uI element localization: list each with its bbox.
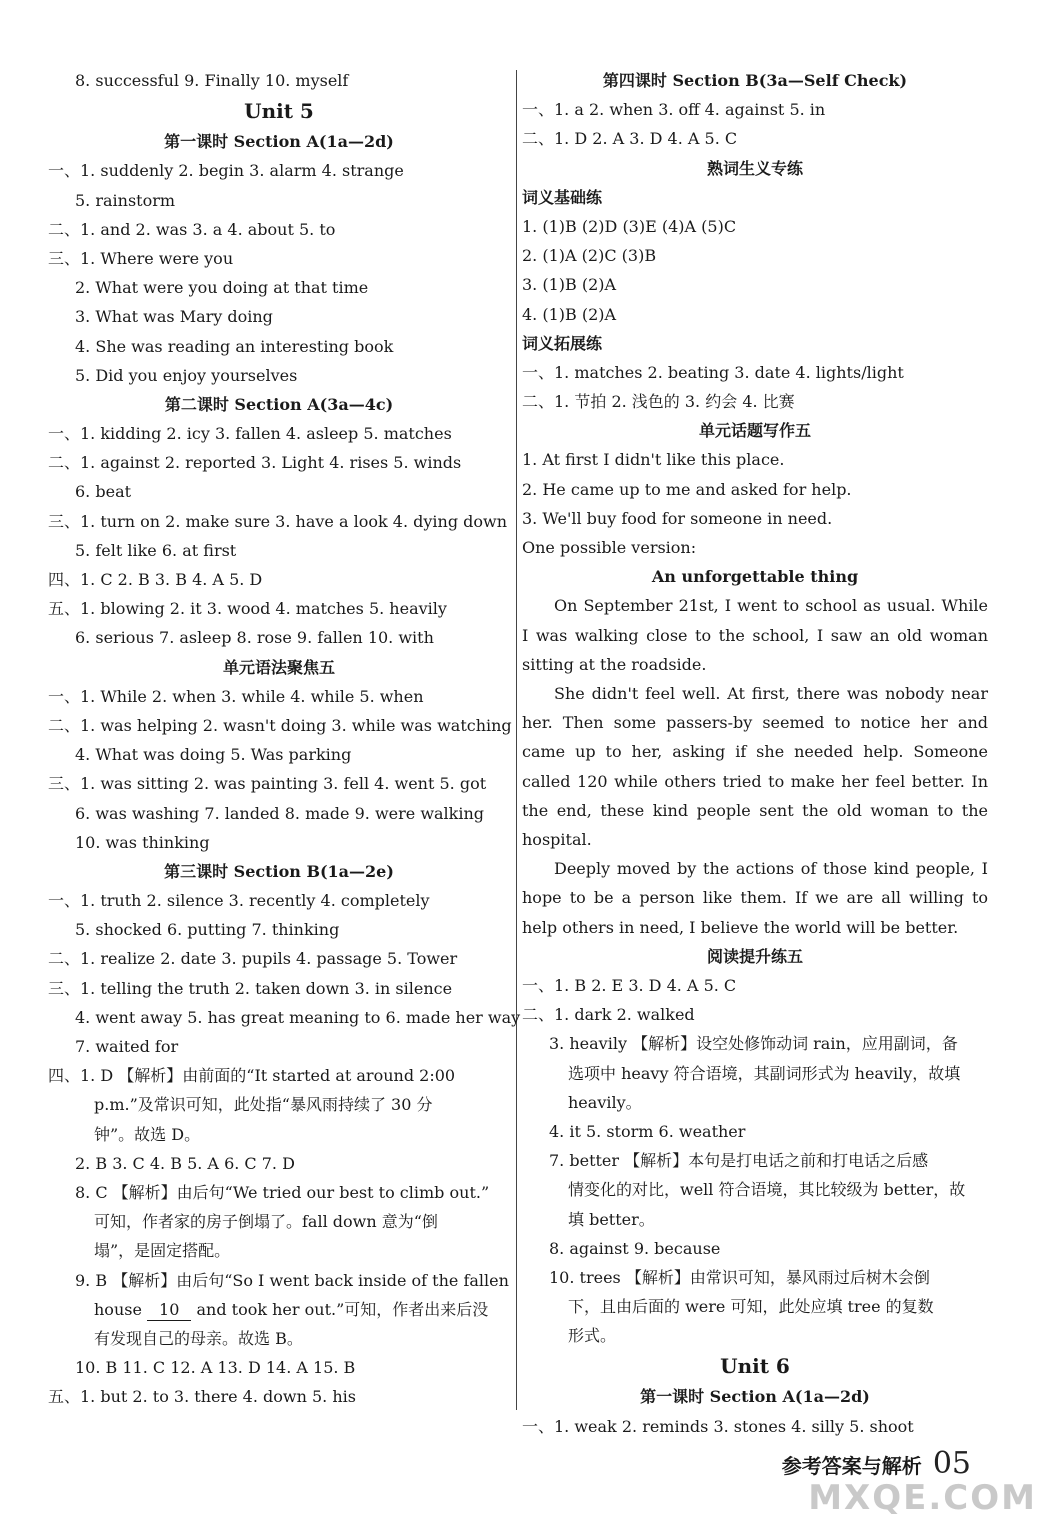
answer-line: 5. shocked 6. putting 7. thinking xyxy=(75,920,340,940)
answer-line: 2. B 3. C 4. B 5. A 6. C 7. D xyxy=(75,1153,295,1173)
answer-line: 一、1. truth 2. silence 3. recently 4. completely xyxy=(48,891,430,911)
answer-line: 8. successful 9. Finally 10. myself xyxy=(75,71,349,90)
section-heading: 第三课时 Section B(1a—2e) xyxy=(164,861,394,881)
page-footer xyxy=(782,1446,971,1482)
answer-line: 一、1. a 2. when 3. off 4. against 5. in xyxy=(522,100,826,120)
answer-line: 3. heavily 【解析】设空处修饰动词 rain，应用副词，备 xyxy=(549,1034,958,1054)
answer-line: 6. was washing 7. landed 8. made 9. were walking xyxy=(75,803,485,823)
answer-line: 二、1. realize 2. date 3. pupils 4. passage 5. Tower xyxy=(48,949,458,969)
answer-line: 二、1. against 2. reported 3. Light 4. rises 5. winds xyxy=(48,453,462,473)
answer-line: 4. went away 5. has great meaning to 6. made her way xyxy=(75,1007,521,1027)
sample-essay xyxy=(522,591,988,941)
blank-suffix: and took her out.”可知，作者出来后没 xyxy=(196,1299,489,1319)
section-heading: 熟词生义专练 xyxy=(706,158,803,178)
answer-line: 5. felt like 6. at first xyxy=(75,540,237,560)
sub-heading: 词义基础练 xyxy=(522,187,603,207)
answer-line: 10. B 11. C 12. A 13. D 14. A 15. B xyxy=(75,1358,356,1378)
unit-title: Unit 6 xyxy=(720,1354,790,1379)
answer-line: 2. He came up to me and asked for help. xyxy=(522,479,852,499)
answer-line: 四、1. C 2. B 3. B 4. A 5. D xyxy=(48,570,263,589)
essay-paragraph: Deeply moved by the actions of those kind people, I hope to be a person like them. If we are all willing to help others in need, I believe the world will be better. xyxy=(522,859,988,937)
answer-line: 4. What was doing 5. Was parking xyxy=(75,745,352,765)
answer-line: One possible version: xyxy=(522,538,697,557)
answer-line: 二、1. and 2. was 3. a 4. about 5. to xyxy=(48,219,336,239)
left-column xyxy=(48,66,521,1411)
answer-line: 二、1. 节拍 2. 浅色的 3. 约会 4. 比赛 xyxy=(522,392,795,412)
answer-line: 2. (1)A (2)C (3)B xyxy=(522,246,657,266)
essay-title: An unforgettable thing xyxy=(651,567,859,587)
answer-line: 8. C 【解析】由后句“We tried our best to climb out.” xyxy=(75,1182,490,1202)
answer-line-with-blank xyxy=(48,1295,510,1324)
sub-heading: 词义拓展练 xyxy=(522,333,603,353)
answer-line: p.m.”及常识可知，此处指“暴风雨持续了 30 分 xyxy=(94,1095,433,1115)
answer-line: 四、1. D 【解析】由前面的“It started at around 2:00 xyxy=(48,1066,456,1086)
answer-line: 一、1. matches 2. beating 3. date 4. lights/light xyxy=(522,362,904,382)
answer-line: 2. What were you doing at that time xyxy=(75,278,369,298)
column-divider xyxy=(516,70,517,1410)
section-heading: 第二课时 Section A(3a—4c) xyxy=(164,394,394,414)
answer-line: 三、1. was sitting 2. was painting 3. fell 4. went 5. got xyxy=(48,774,487,794)
answer-line: 情变化的对比，well 符合语境，其比较级为 better，故 xyxy=(568,1180,966,1200)
answer-line: 钟”。故选 D。 xyxy=(94,1124,201,1144)
footer-label: 参考答案与解析 xyxy=(781,1454,922,1478)
answer-line: 4. (1)B (2)A xyxy=(522,304,617,324)
answer-line: 3. What was Mary doing xyxy=(75,307,273,327)
answer-line: 三、1. telling the truth 2. taken down 3. in silence xyxy=(48,978,453,998)
answer-line: 塌”，是固定搭配。 xyxy=(94,1241,231,1261)
essay-paragraph: She didn't feel well. At first, there was nobody near her. Then some passers-by seemed to notice her and came up to her, asking if she needed help. Someone called 120 while others tried to make her feel better. In the end, these kind people sent the old woman to the hospital. xyxy=(522,683,988,849)
answer-line: 五、1. blowing 2. it 3. wood 4. matches 5. heavily xyxy=(48,599,447,619)
answer-line: 4. it 5. storm 6. weather xyxy=(549,1121,746,1141)
answer-line: 6. beat xyxy=(75,482,132,502)
fill-blank: 10 xyxy=(147,1300,191,1321)
section-heading: 阅读提升练五 xyxy=(706,946,803,966)
section-heading: 第一课时 Section A(1a—2d) xyxy=(164,132,394,152)
page-number: 05 xyxy=(932,1446,971,1481)
answer-line: 有发现自己的母亲。故选 B。 xyxy=(94,1328,303,1348)
answer-line: 下，且由后面的 were 可知，此处应填 tree 的复数 xyxy=(568,1297,934,1317)
unit-title: Unit 5 xyxy=(244,99,314,124)
answer-line: 三、1. turn on 2. make sure 3. have a look 4. dying down xyxy=(48,511,508,531)
answer-line: 3. We'll buy food for someone in need. xyxy=(522,508,833,528)
answer-line: 3. (1)B (2)A xyxy=(522,275,617,295)
answer-line: 1. At first I didn't like this place. xyxy=(522,450,785,470)
answer-line: 一、1. weak 2. reminds 3. stones 4. silly 5. shoot xyxy=(522,1416,914,1436)
right-column xyxy=(522,66,988,1441)
answer-line: 选项中 heavy 符合语境，其副词形式为 heavily，故填 xyxy=(568,1063,961,1083)
answer-line: 9. B 【解析】由后句“So I went back inside of the fallen xyxy=(75,1270,509,1290)
answer-line: 一、1. kidding 2. icy 3. fallen 4. asleep 5. matches xyxy=(48,424,452,444)
answer-line: 4. She was reading an interesting book xyxy=(75,336,394,356)
answer-line: 5. rainstorm xyxy=(75,190,176,210)
answer-line: 填 better。 xyxy=(568,1209,655,1229)
answer-line: 一、1. While 2. when 3. while 4. while 5. when xyxy=(48,686,424,706)
answer-line: 二、1. dark 2. walked xyxy=(522,1005,695,1025)
answer-line: 1. (1)B (2)D (3)E (4)A (5)C xyxy=(522,216,737,236)
answer-line: 6. serious 7. asleep 8. rose 9. fallen 10. with xyxy=(75,628,434,648)
answer-line: 7. waited for xyxy=(75,1037,179,1056)
answer-line: 二、1. D 2. A 3. D 4. A 5. C xyxy=(522,129,738,149)
site-watermark: MXQE.COM xyxy=(808,1478,1037,1518)
answer-line: 五、1. but 2. to 3. there 4. down 5. his xyxy=(48,1387,356,1407)
right-bottom-block xyxy=(522,942,988,1441)
answer-line: 一、1. B 2. E 3. D 4. A 5. C xyxy=(522,976,737,995)
answer-line: 5. Did you enjoy yourselves xyxy=(75,365,298,385)
section-heading: 单元语法聚焦五 xyxy=(222,657,335,677)
section-heading: 第四课时 Section B(3a—Self Check) xyxy=(602,71,908,90)
answer-line: 一、1. suddenly 2. begin 3. alarm 4. strange xyxy=(48,161,404,181)
answer-line: 10. trees 【解析】由常识可知，暴风雨过后树木会倒 xyxy=(549,1267,930,1287)
section-heading: 第一课时 Section A(1a—2d) xyxy=(640,1387,870,1407)
answer-line: 10. was thinking xyxy=(75,832,210,852)
essay-paragraph: On September 21st, I went to school as usual. While I was walking close to the school, I saw an old woman sitting at the roadside. xyxy=(522,596,988,674)
answer-line: 7. better 【解析】本句是打电话之前和打电话之后感 xyxy=(549,1151,929,1171)
answer-line: heavily。 xyxy=(568,1092,642,1112)
right-top-block xyxy=(522,66,988,591)
section-heading: 单元话题写作五 xyxy=(698,421,811,441)
answer-line: 可知，作者家的房子倒塌了。fall down 意为“倒 xyxy=(94,1212,438,1232)
answer-line: 形式。 xyxy=(568,1326,617,1346)
answer-line: 8. against 9. because xyxy=(549,1238,721,1258)
answer-line: 三、1. Where were you xyxy=(48,248,234,268)
blank-prefix: house xyxy=(94,1299,142,1319)
answer-line: 二、1. was helping 2. wasn't doing 3. while was watching xyxy=(48,715,512,735)
